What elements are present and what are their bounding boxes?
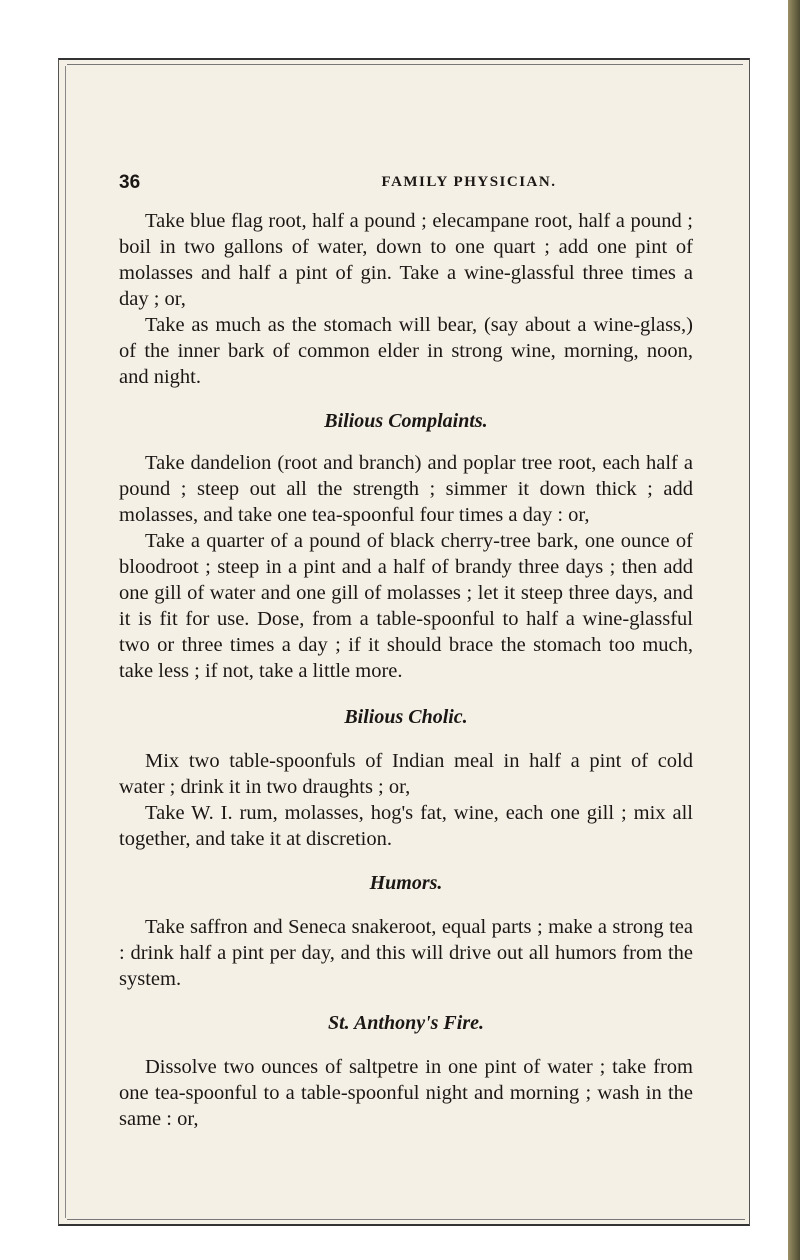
page-body — [119, 208, 693, 1132]
section-heading: Humors. — [369, 872, 443, 894]
paragraph: Take blue flag root, half a pound ; elecampane root, half a pound ; boil in two gallons of water, down to one quart ; add one pint of molasses and half a pint of gin. Take a wine-glassful three times a day ; or, — [119, 210, 693, 310]
paragraph: Take a quarter of a pound of black cherry-tree bark, one ounce of bloodroot ; steep in a pint and a half of brandy three days ; then add one gill of water and one gill of molasses ; let it steep three days, and it is fit for use. Dose, from a table-spoonful to half a wine-glassful two or three times a day ; if it should brace the stomach too much, take less ; if not, take a little more. — [119, 530, 693, 682]
running-head — [119, 172, 693, 196]
scan-edge — [788, 0, 800, 1260]
paragraph: Take W. I. rum, molasses, hog's fat, wine, each one gill ; mix all together, and take it at discretion. — [119, 802, 693, 850]
paragraph: Take dandelion (root and branch) and poplar tree root, each half a pound ; steep out all the strength ; simmer it down thick ; add molasses, and take one tea-spoonful four times a day : or, — [119, 452, 693, 526]
page-border-line — [67, 1219, 745, 1220]
running-title: FAMILY PHYSICIAN. — [381, 174, 557, 190]
book-page — [58, 58, 750, 1226]
paragraph: Take saffron and Seneca snakeroot, equal parts ; make a strong tea : drink half a pint per day, and this will drive out all humors from the system. — [119, 916, 693, 990]
section-heading: Bilious Cholic. — [344, 706, 468, 728]
page-border-line — [65, 66, 66, 1218]
section-heading: St. Anthony's Fire. — [328, 1012, 484, 1034]
paragraph: Mix two table-spoonfuls of Indian meal in half a pint of cold water ; drink it in two draughts ; or, — [119, 750, 693, 798]
page-number: 36 — [119, 172, 141, 193]
paragraph: Take as much as the stomach will bear, (say about a wine-glass,) of the inner bark of common elder in strong wine, morning, noon, and night. — [119, 314, 693, 388]
paragraph: Dissolve two ounces of saltpetre in one pint of water ; take from one tea-spoonful to a table-spoonful night and morning ; wash in the same : or, — [119, 1056, 693, 1130]
page-border-line — [67, 64, 743, 65]
section-heading: Bilious Complaints. — [324, 410, 488, 432]
